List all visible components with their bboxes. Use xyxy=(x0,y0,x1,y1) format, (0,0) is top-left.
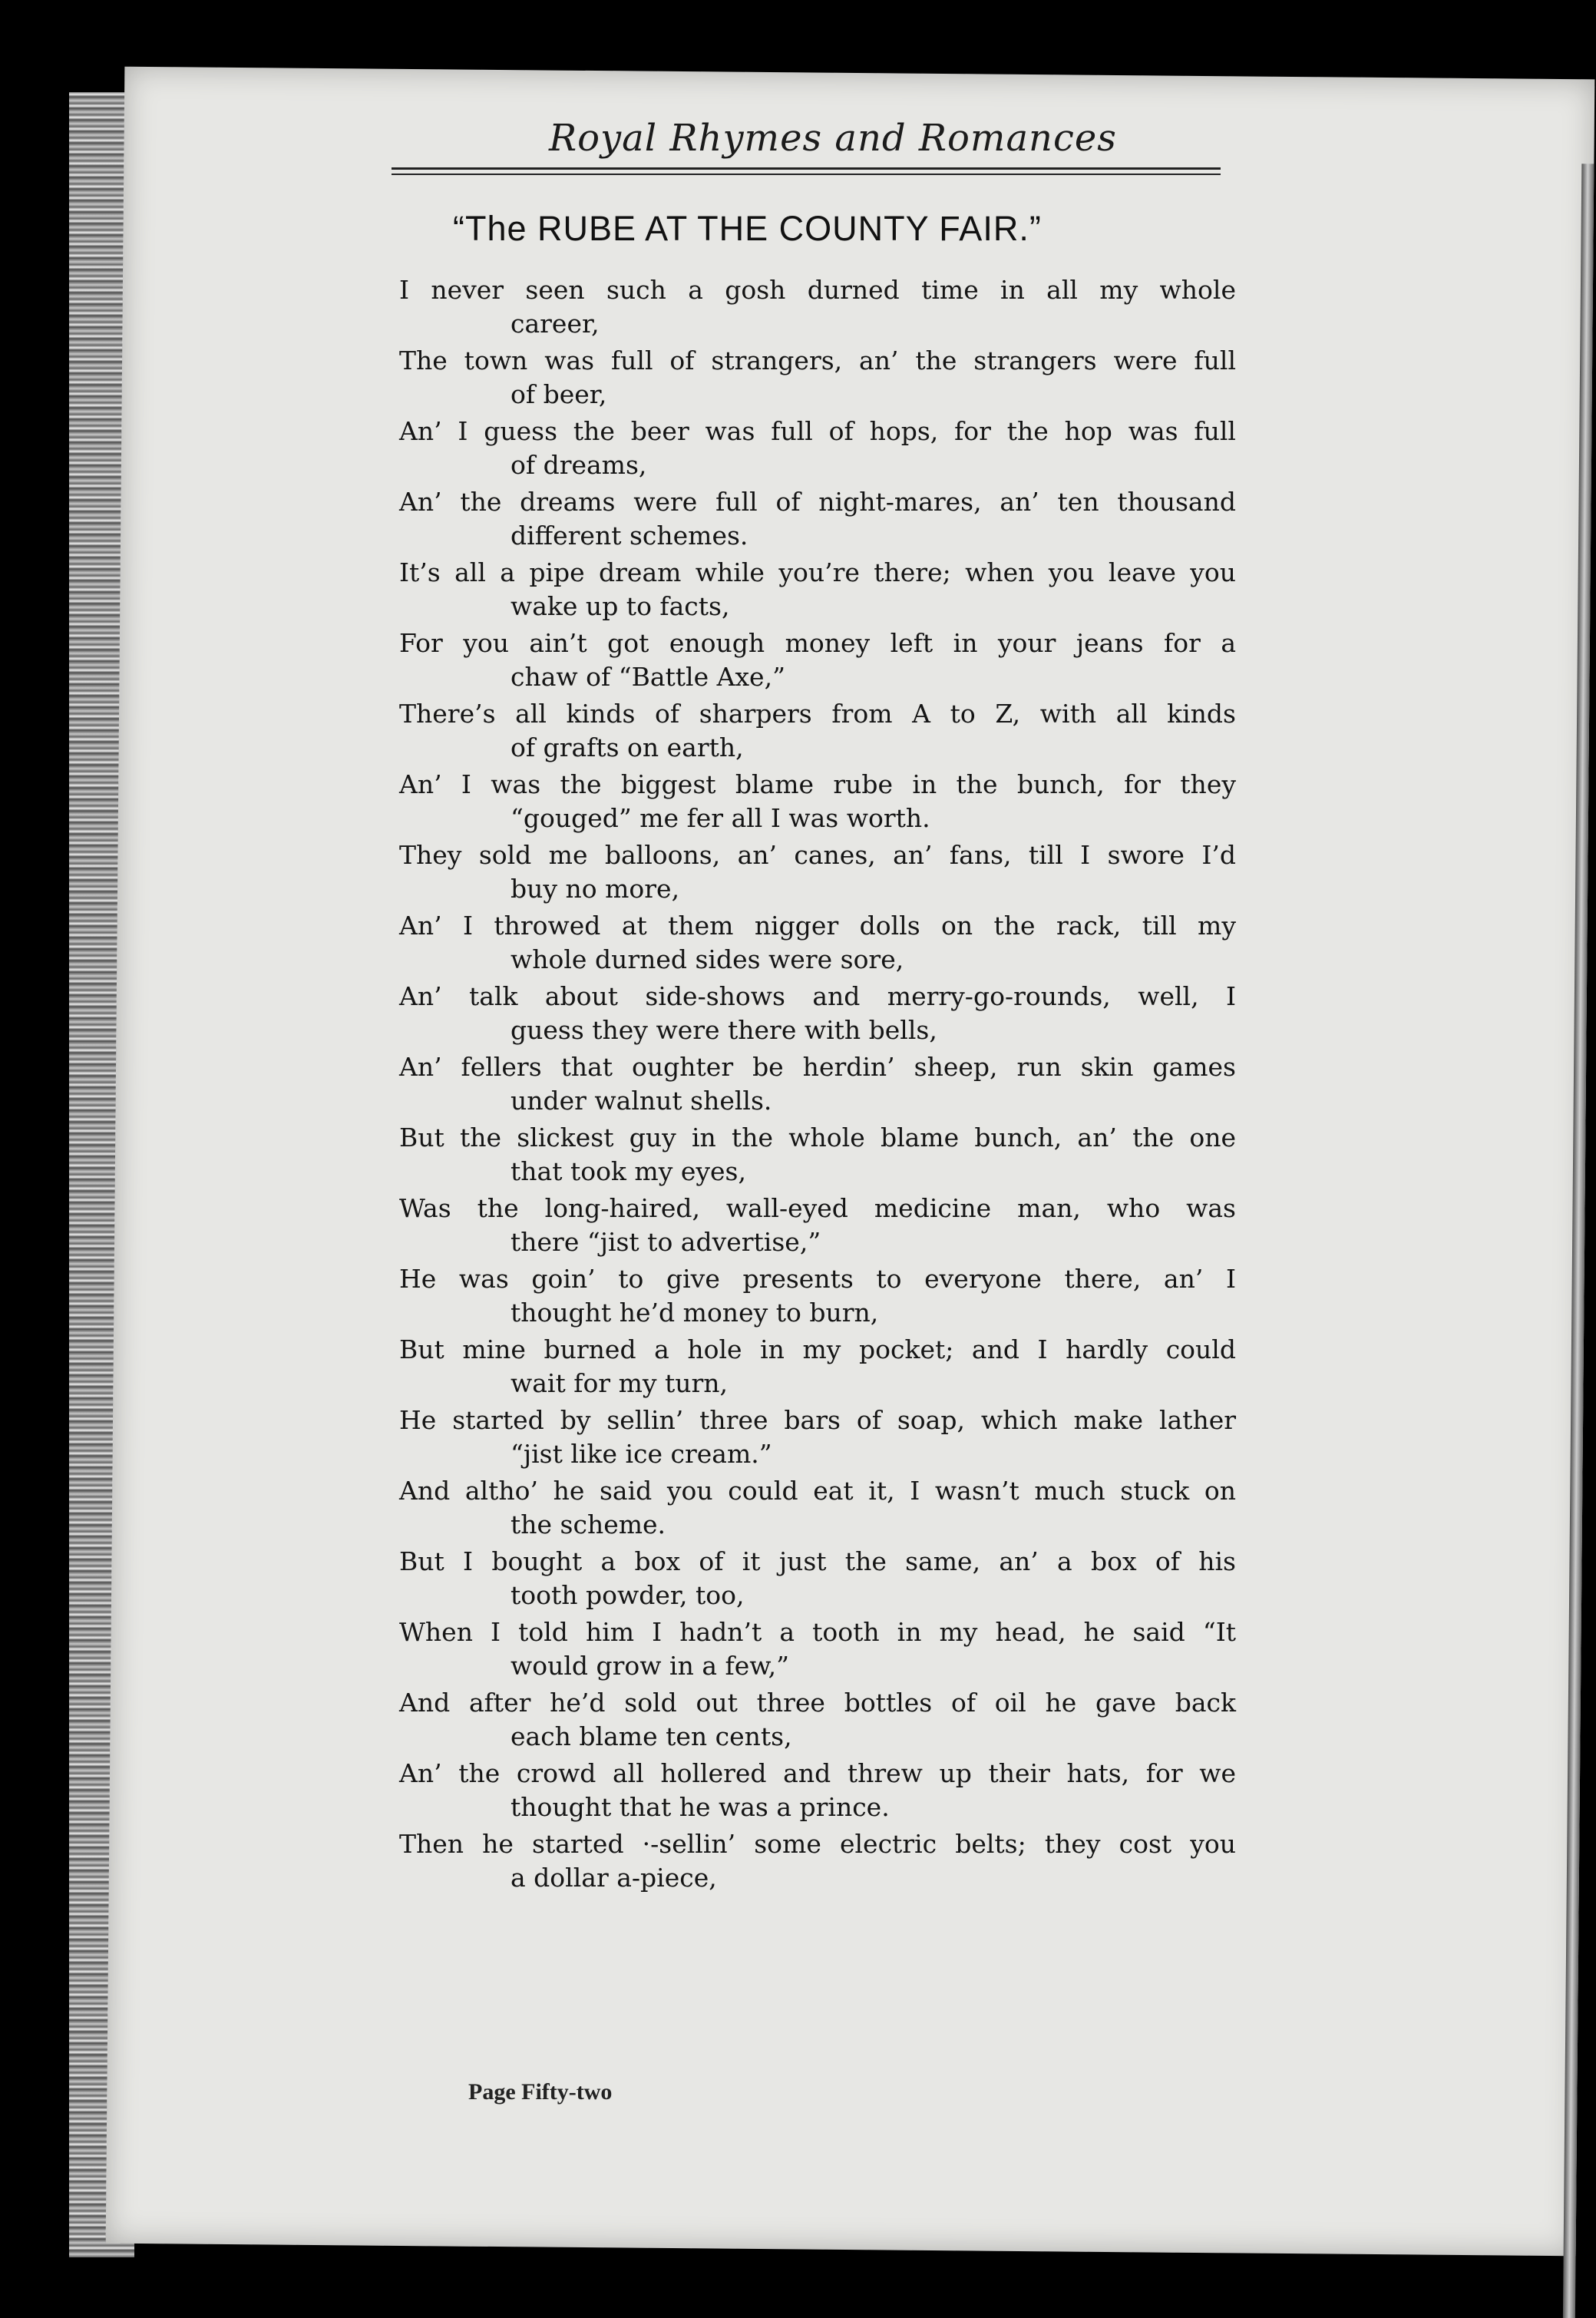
poem-line-continuation: would grow in a few,” xyxy=(511,1651,789,1681)
poem-title: “The RUBE AT THE COUNTY FAIR.” xyxy=(453,209,1042,248)
poem-line-text: An’ the dreams were full of night-mares, an’ ten thousand xyxy=(399,487,1236,517)
poem-line-text: They sold me balloons, an’ canes, an’ fans, till I swore I’d xyxy=(399,840,1236,870)
poem-line-text: And after he’d sold out three bottles of oil he gave back xyxy=(399,1688,1236,1718)
poem-stanza-line xyxy=(399,1756,1236,1827)
poem-line-continuation: there “jist to advertise,” xyxy=(511,1227,821,1257)
poem-stanza-line xyxy=(399,1685,1236,1756)
poem-line-continuation: wait for my turn, xyxy=(511,1368,729,1398)
poem-line-text: Then he started ·-sellin’ some electric belts; they cost you xyxy=(399,1829,1236,1859)
poem-line-continuation: chaw of “Battle Axe,” xyxy=(511,662,785,692)
poem-line-continuation: “gouged” me fer all I was worth. xyxy=(511,803,930,833)
poem-stanza-line xyxy=(399,696,1236,767)
poem-line-continuation: thought he’d money to burn, xyxy=(511,1298,879,1328)
poem-stanza-line xyxy=(399,1615,1236,1685)
poem-stanza-line xyxy=(399,1403,1236,1473)
poem-line-text: It’s all a pipe dream while you’re there; when you leave you xyxy=(399,557,1236,587)
poem-line-continuation: wake up to facts, xyxy=(511,591,730,621)
poem-line-continuation: “jist like ice cream.” xyxy=(511,1439,772,1469)
poem-line-continuation: the scheme. xyxy=(511,1510,666,1539)
header-rule-top xyxy=(392,167,1221,170)
poem-line-continuation: a dollar a-piece, xyxy=(511,1863,717,1893)
header-rule-bottom xyxy=(392,174,1221,175)
poem-line-text: An’ I throwed at them nigger dolls on the rack, till my xyxy=(399,911,1236,941)
poem-line-text: And altho’ he said you could eat it, I wasn’t much stuck on xyxy=(399,1476,1236,1506)
poem-line-continuation: guess they were there with bells, xyxy=(511,1015,937,1045)
poem-line-continuation: of dreams, xyxy=(511,450,647,480)
poem-stanza-line xyxy=(399,1544,1236,1615)
poem-line-text: An’ talk about side-shows and merry-go-rounds, well, I xyxy=(399,981,1236,1011)
poem-stanza-line xyxy=(399,1473,1236,1544)
poem-stanza-line xyxy=(399,1262,1236,1332)
poem-stanza-line xyxy=(399,555,1236,626)
poem-line-text: An’ the crowd all hollered and threw up their hats, for we xyxy=(399,1758,1236,1788)
poem-stanza-line xyxy=(399,1827,1236,1897)
poem-stanza-line xyxy=(399,343,1236,414)
poem-body xyxy=(399,273,1236,1897)
poem-stanza-line xyxy=(399,273,1236,343)
poem-stanza-line xyxy=(399,908,1236,979)
poem-line-text: He was goin’ to give presents to everyone there, an’ I xyxy=(399,1264,1236,1294)
poem-line-text: An’ I was the biggest blame rube in the bunch, for they xyxy=(399,769,1236,799)
poem-stanza-line xyxy=(399,1050,1236,1120)
poem-line-continuation: career, xyxy=(511,309,600,339)
poem-stanza-line xyxy=(399,1191,1236,1262)
poem-line-continuation: that took my eyes, xyxy=(511,1156,746,1186)
poem-line-continuation: different schemes. xyxy=(511,521,748,551)
poem-line-continuation: buy no more, xyxy=(511,874,680,904)
poem-stanza-line xyxy=(399,979,1236,1050)
poem-line-text: I never seen such a gosh durned time in all my whole xyxy=(399,275,1236,305)
poem-line-text: But I bought a box of it just the same, an’ a box of his xyxy=(399,1546,1236,1576)
poem-line-text: When I told him I hadn’t a tooth in my head, he said “It xyxy=(399,1617,1236,1647)
poem-stanza-line xyxy=(399,838,1236,908)
poem-line-text: An’ fellers that oughter be herdin’ sheep, run skin games xyxy=(399,1052,1236,1082)
poem-line-text: Was the long-haired, wall-eyed medicine man, who was xyxy=(399,1193,1236,1223)
poem-line-continuation: whole durned sides were sore, xyxy=(511,944,904,974)
poem-line-continuation: thought that he was a prince. xyxy=(511,1792,890,1822)
poem-line-continuation: each blame ten cents, xyxy=(511,1721,792,1751)
poem-line-text: But the slickest guy in the whole blame bunch, an’ the one xyxy=(399,1123,1236,1152)
poem-line-text: There’s all kinds of sharpers from A to Z, with all kinds xyxy=(399,699,1236,729)
poem-stanza-line xyxy=(399,1332,1236,1403)
poem-line-continuation: tooth powder, too, xyxy=(511,1580,745,1610)
running-header: Royal Rhymes and Romances xyxy=(549,117,1117,160)
page-right-edge xyxy=(1562,164,1594,2318)
poem-line-text: An’ I guess the beer was full of hops, for the hop was full xyxy=(399,416,1236,446)
poem-line-text: But mine burned a hole in my pocket; and I hardly could xyxy=(399,1334,1236,1364)
poem-stanza-line xyxy=(399,1120,1236,1191)
page-number: Page Fifty-two xyxy=(468,2079,613,2105)
poem-stanza-line xyxy=(399,626,1236,696)
poem-stanza-line xyxy=(399,414,1236,484)
poem-line-continuation: of grafts on earth, xyxy=(511,732,744,762)
poem-line-text: The town was full of strangers, an’ the strangers were full xyxy=(399,346,1236,375)
poem-line-text: He started by sellin’ three bars of soap, which make lather xyxy=(399,1405,1236,1435)
poem-stanza-line xyxy=(399,484,1236,555)
poem-stanza-line xyxy=(399,767,1236,838)
poem-line-continuation: of beer, xyxy=(511,379,607,409)
poem-line-continuation: under walnut shells. xyxy=(511,1086,772,1116)
poem-line-text: For you ain’t got enough money left in your jeans for a xyxy=(399,628,1236,658)
